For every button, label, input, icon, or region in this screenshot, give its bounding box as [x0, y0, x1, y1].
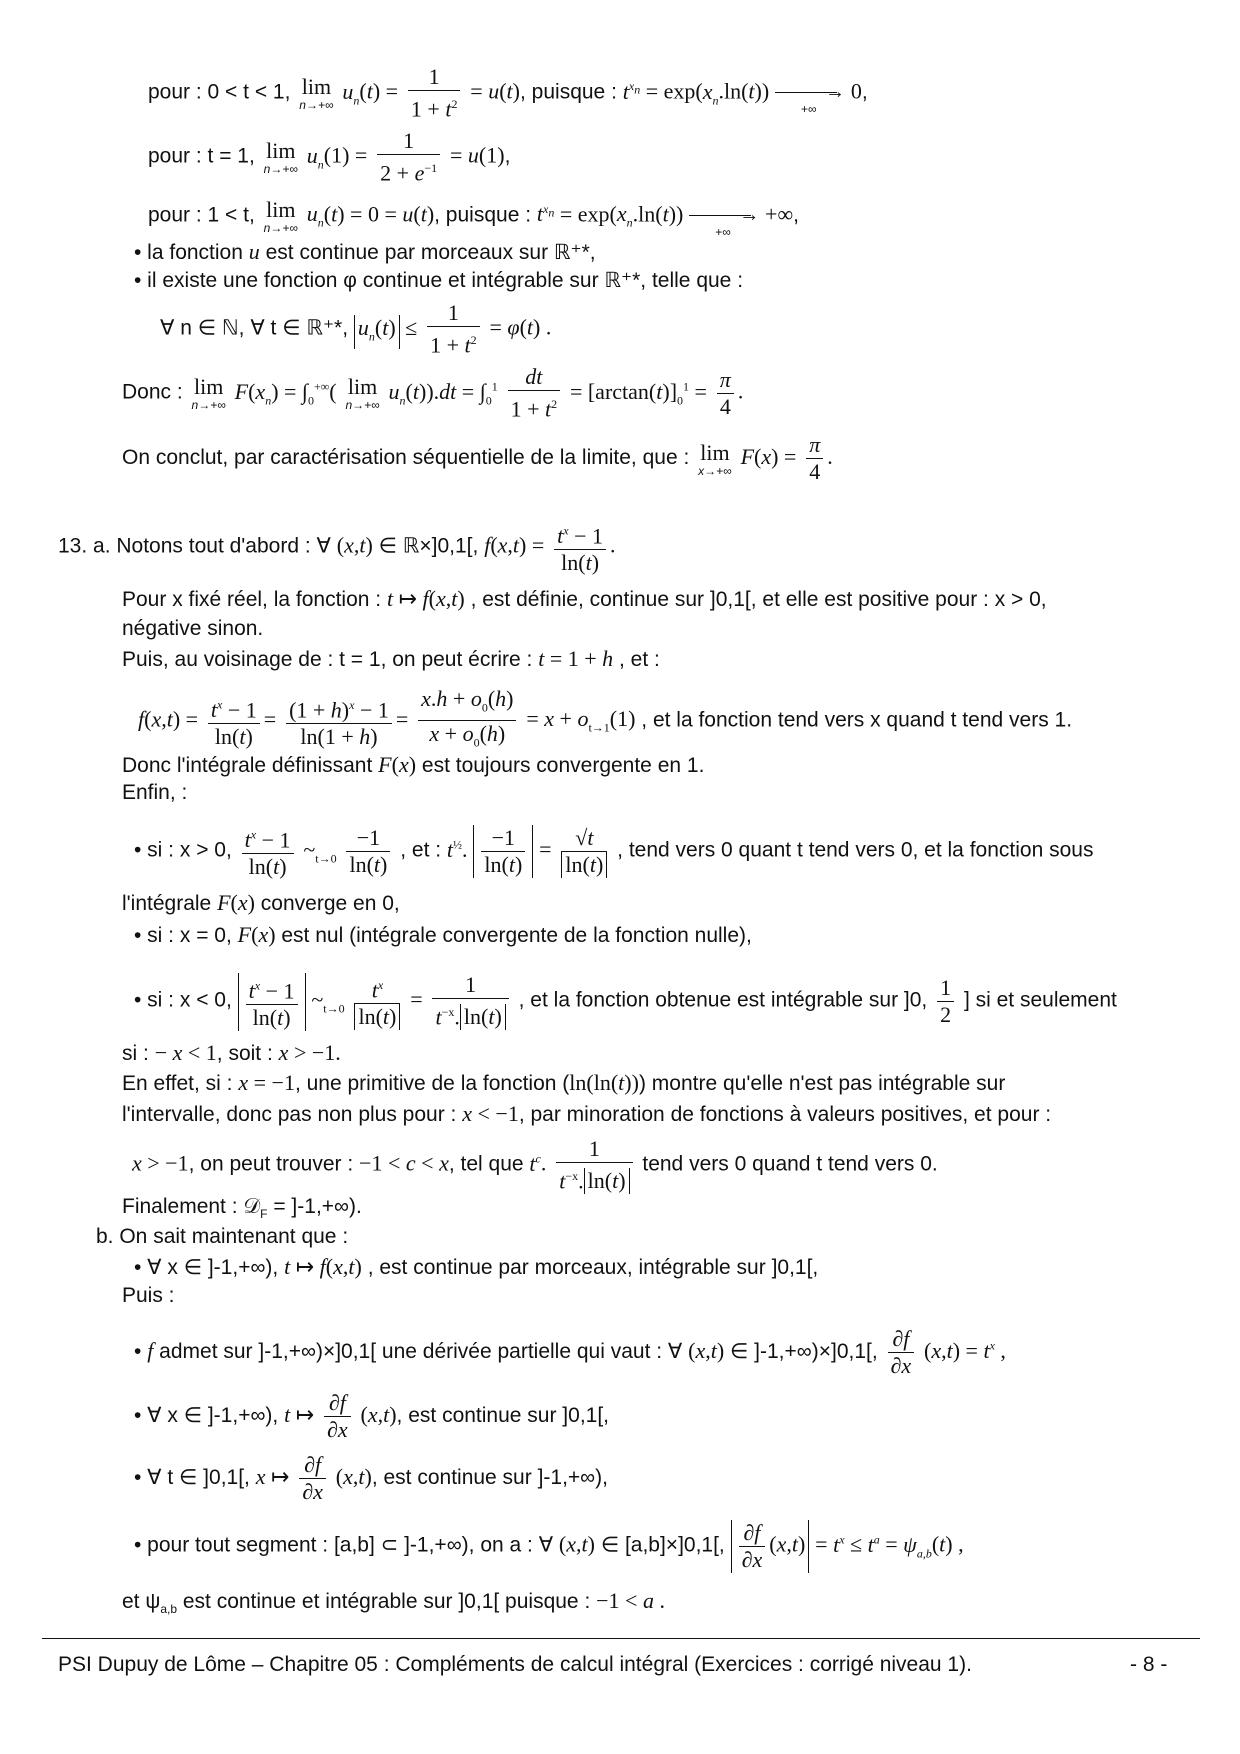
domination-inequality: ∀ n ∈ ℕ, ∀ t ∈ ℝ⁺*, $u_n(t)$ ≤ $\frac{1}{1 + t^2}$ = φ(t) .	[160, 300, 552, 358]
page-number: - 8 -	[1130, 1653, 1168, 1676]
limit-line-3: pour : 1 < t, lim n→+∞ $u_n(t) = 0 = u(t)$, puisque : $t^{x_n} = \exp(x_n.\ln(t))$ → +∞ +∞,	[148, 196, 799, 239]
domain-result: Finalement : 𝒟$_F$ = ]-1,+∞).	[122, 1195, 362, 1222]
case-x-negative: • si : x < 0, $\frac{t^x - 1}{\ln(t)}$ $\sim_{t\to 0}$ $\frac{t^x}{\ln(t)}$ = $\frac{1}{t^{-x}. \ln(t)}$ , et la fonction obtenue est intégrable sur ]0, $\frac{1}{2}$ ] si et seulement	[134, 972, 1117, 1030]
para-x-fixe: Pour x fixé réel, la fonction : t ↦ f(x,t) , est définie, continue sur ]0,1[, et elle est positive pour : x > 0,	[122, 586, 1047, 611]
bullet-continuity: • la fonction u est continue par morceaux sur ℝ⁺*,	[134, 239, 596, 264]
arrow-icon: → +∞	[775, 80, 845, 106]
bullet-domination: • il existe une fonction φ continue et intégrable sur ℝ⁺*, telle que :	[134, 269, 744, 292]
section-13a-heading: 13. a. Notons tout d'abord : ∀ (x,t) ∈ ℝ×]0,1[, f(x,t) = $\frac{t^x - 1}{\ln(t)}$ .	[58, 518, 616, 576]
donc-limit: Donc : lim n→+∞ $F(x_n) = \int_0^{+\infty}$( lim n→+∞ $u_n(t)).dt = \int_0^1$ $\frac{dt}{1 + t^2}$ = $[\arctan(t)]_0^1$ = $\frac{\pi}{4}$ .	[122, 364, 744, 422]
arrow-icon: → +∞	[689, 203, 759, 229]
conclusion: On conclut, par caractérisation séquentielle de la limite, que : lim x→+∞ F(x) = $\frac{\pi}{4}$ .	[122, 432, 833, 484]
footer-text: PSI Dupuy de Lôme – Chapitre 05 : Compléments de calcul intégral (Exercices : corrigé niveau 1).	[58, 1653, 972, 1676]
limit-line-2: pour : t = 1, lim n→+∞ $u_n(1)$ = $\frac{1}{2 + e^{-1}}$ = u(1),	[148, 128, 511, 186]
case-x-positive: • si : x > 0, $\frac{t^x - 1}{\ln(t)}$ $\sim_{t\to 0}$ $\frac{-1}{\ln(t)}$ , et : $t^{\frac{1}{2}}$. $\frac{-1}{\ln(t)}$ = $\frac{√t}{\ln(t)}$ , tend vers 0 quant t tend vers 0, et la fonction sous	[134, 822, 1093, 880]
limit-line-1: pour : 0 < t < 1, lim n→+∞ $u_n(t)$ = $\frac{1}{1 + t^2}$ = u(t), puisque : $t^{x_n} = \exp(x_n.\ln(t))$ → +∞ 0,	[148, 64, 868, 122]
equivalent-near-1: f(x,t) = $\frac{t^x - 1}{\ln(t)}$ = $\frac{(1 + h)^x - 1}{\ln(1 + h)}$ = $\frac{x.h + o_0(h)}{x + o_0(h)}$ = $x + o_{t\to 1}(1)$ , et la fonction tend vers x quand t tend vers 1.	[138, 686, 1073, 750]
footer-divider	[42, 1638, 1200, 1639]
case-x-zero: • si : x = 0, F(x) est nul (intégrale convergente de la fonction nulle),	[134, 922, 752, 947]
voisinage: Puis, au voisinage de : t = 1, on peut écrire : t = 1 + h , et :	[122, 646, 660, 671]
section-13b-heading: b. On sait maintenant que :	[96, 1225, 349, 1248]
